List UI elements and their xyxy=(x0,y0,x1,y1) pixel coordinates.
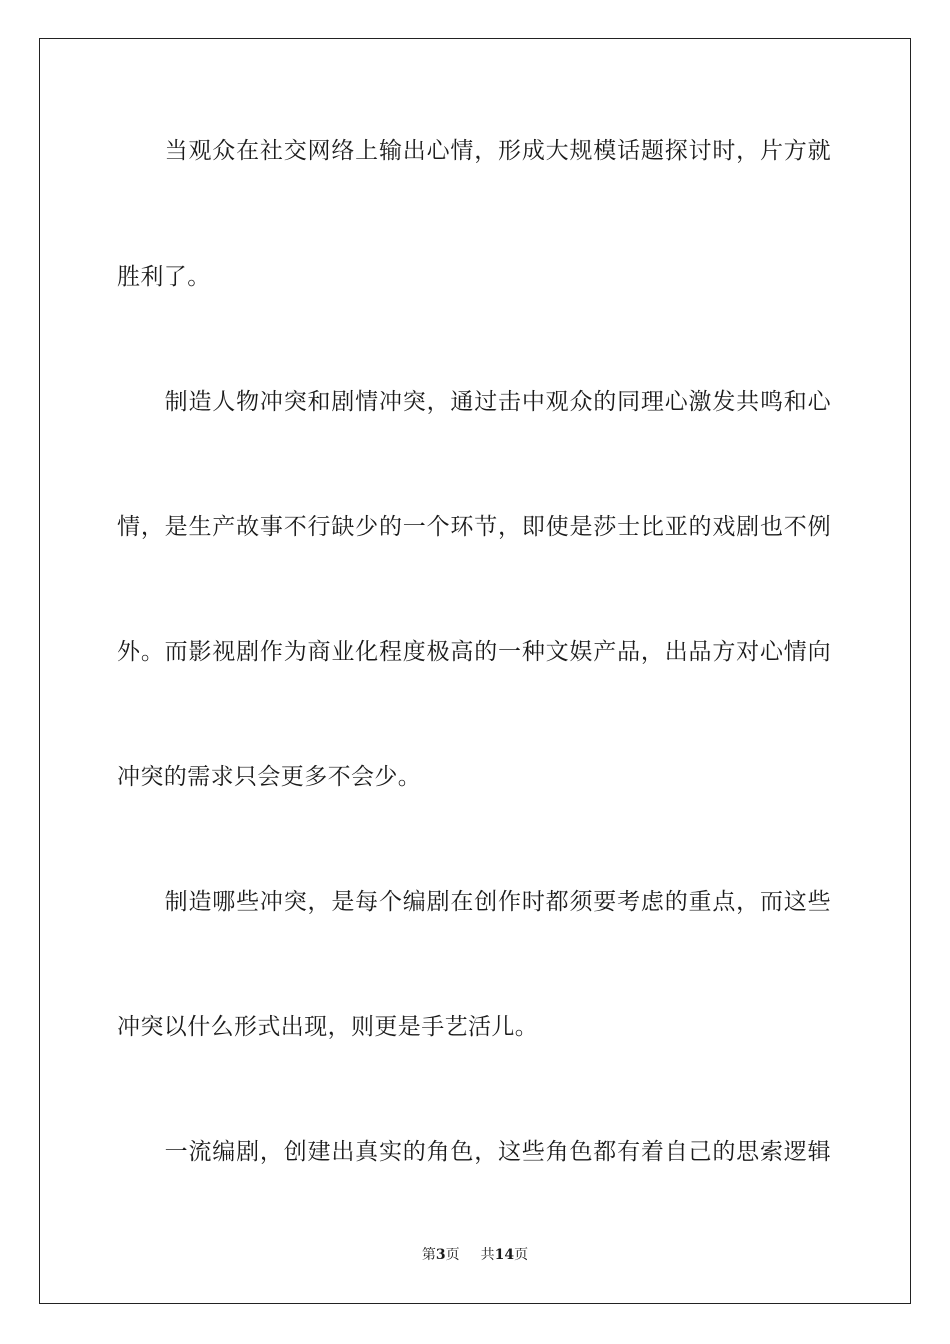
text-line: 情，是生产故事不行缺少的一个环节，即使是莎士比亚的戏剧也不例 xyxy=(117,514,831,540)
total-pages: 14 xyxy=(494,1247,515,1263)
total-suffix: 页 xyxy=(514,1247,529,1263)
page-border xyxy=(39,38,911,1304)
total-prefix: 共 xyxy=(480,1247,495,1263)
text-line: 冲突的需求只会更多不会少。 xyxy=(117,764,422,790)
text-line: 胜利了。 xyxy=(117,264,211,290)
page-footer xyxy=(0,1246,950,1264)
page-prefix: 第 xyxy=(421,1247,436,1263)
text-line: 制造哪些冲突，是每个编剧在创作时都须要考虑的重点，而这些 xyxy=(117,889,831,915)
text-line: 外。而影视剧作为商业化程度极高的一种文娱产品，出品方对心情向 xyxy=(117,639,831,665)
page-suffix: 页 xyxy=(445,1247,460,1263)
text-line: 当观众在社交网络上输出心情，形成大规模话题探讨时，片方就 xyxy=(117,138,831,164)
text-line: 制造人物冲突和剧情冲突，通过击中观众的同理心激发共鸣和心 xyxy=(117,389,831,415)
text-line: 一流编剧，创建出真实的角色，这些角色都有着自己的思索逻辑 xyxy=(117,1139,831,1165)
text-line: 冲突以什么形式出现，则更是手艺活儿。 xyxy=(117,1014,539,1040)
page-number: 3 xyxy=(435,1247,446,1263)
